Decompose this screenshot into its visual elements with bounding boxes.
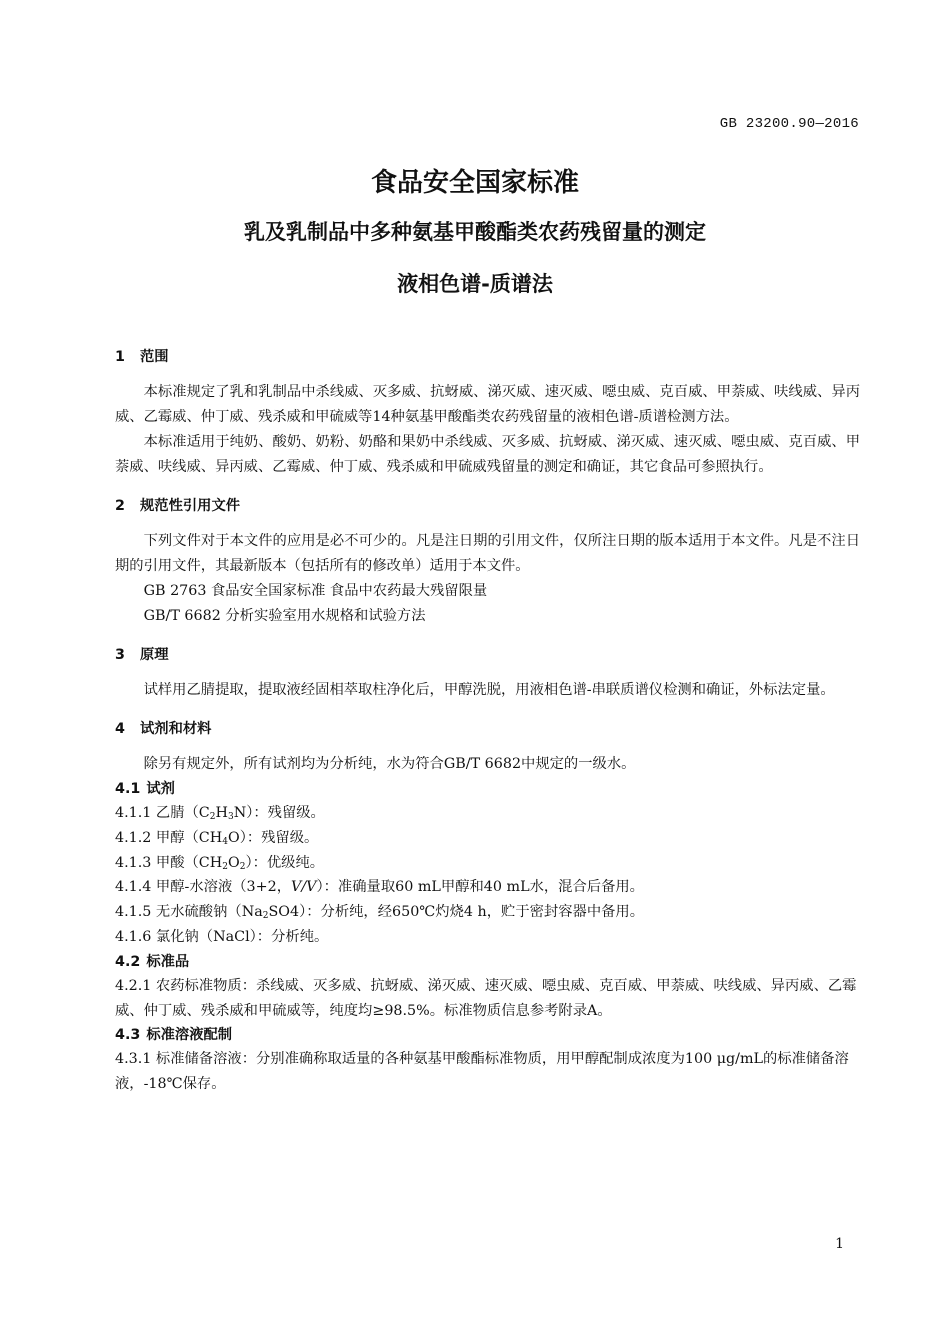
reagents-intro-paragraph: 除另有规定外，所有试剂均为分析纯，水为符合GB/T 6682中规定的一级水。 bbox=[143, 756, 636, 772]
standard-code: GB 23200.90—2016 bbox=[719, 116, 859, 132]
principle-paragraph: 试样用乙腈提取，提取液经固相萃取柱净化后，甲醇洗脱，用液相色谱-串联质谱仪检测和确证，外标法定量。 bbox=[143, 682, 835, 698]
reagent-item-methanol-water: 4.1.4 甲醇-水溶液（3+2，V/V）：准确量取60 mL甲醇和40 mL水，混合后备用。 bbox=[115, 879, 644, 896]
section-2-heading bbox=[115, 494, 860, 519]
section-3-heading bbox=[115, 643, 860, 668]
subsection-title: 标准品 bbox=[146, 953, 190, 970]
section-number: 4 bbox=[115, 721, 125, 737]
subsection-4-1-heading bbox=[115, 777, 860, 801]
subsection-title: 试剂 bbox=[146, 781, 175, 797]
subsection-number: 4.3 bbox=[115, 1027, 141, 1044]
reference-item-2: GB/T 6682 分析实验室用水规格和试验方法 bbox=[143, 608, 426, 624]
section-title: 试剂和材料 bbox=[140, 721, 212, 737]
page-number: 1 bbox=[835, 1236, 844, 1252]
section-number: 2 bbox=[115, 498, 125, 514]
reagent-item-acetonitrile: 4.1.1 乙腈$(C_2H_3N)$：残留级。 bbox=[115, 805, 325, 822]
document-body bbox=[115, 345, 860, 1097]
reagent-item-sodium-sulfate: 4.1.5 无水硫酸钠$(Na_2SO4)$：分析纯，经650℃灼烧4 h，贮于密封容器中备用。 bbox=[115, 904, 645, 922]
standard-solution-item: 4.3.1 标准储备溶液：分别准确称取适量的各种氨基甲酸酯标准物质，用甲醇配制成浓度为100 μg/mL的标准储备溶液，-18℃保存。 bbox=[115, 1051, 849, 1093]
subsection-4-2-heading bbox=[115, 950, 860, 974]
section-1-heading bbox=[115, 345, 860, 370]
section-title: 范围 bbox=[140, 349, 169, 365]
subsection-number: 4.1 bbox=[115, 781, 141, 797]
document-title: 食品安全国家标准 bbox=[370, 168, 579, 198]
reagent-item-formic-acid: 4.1.3 甲酸$(CH_2O_2)$：优级纯。 bbox=[115, 854, 325, 872]
section-title: 原理 bbox=[140, 647, 169, 663]
subsection-number: 4.2 bbox=[115, 953, 141, 970]
document-subtitle: 乳及乳制品中多种氨基甲酸酯类农药残留量的测定 bbox=[244, 220, 706, 244]
reagent-item-methanol: 4.1.2 甲醇$(CH_4O)$：残留级。 bbox=[115, 829, 319, 847]
subsection-title: 标准溶液配制 bbox=[146, 1027, 233, 1044]
reagent-item-sodium-chloride: 4.1.6 氯化钠（NaCl）：分析纯。 bbox=[115, 928, 329, 945]
subsection-4-3-heading bbox=[115, 1023, 860, 1047]
reference-item-1: GB 2763 食品安全国家标准 食品中农药最大残留限量 bbox=[143, 583, 488, 599]
section-number: 1 bbox=[115, 349, 125, 365]
document-method-title: 液相色谱-质谱法 bbox=[397, 272, 553, 296]
references-paragraph: 下列文件对于本文件的应用是必不可少的。凡是注日期的引用文件，仅所注日期的版本适用于本文件。凡是不注日期的引用文件，其最新版本（包括所有的修改单）适用于本文件。 bbox=[115, 533, 860, 574]
section-4-heading bbox=[115, 717, 860, 742]
standard-item-pesticides: 4.2.1 农药标准物质：杀线威、灭多威、抗蚜威、涕灭威、速灭威、噁虫威、克百威、甲萘威、呋线威、异丙威、乙霉威、仲丁威、残杀威和甲硫威等，纯度均≥98.5%。标准物质信息参考附录A。 bbox=[115, 977, 857, 1019]
scope-paragraph-2: 本标准适用于纯奶、酸奶、奶粉、奶酪和果奶中杀线威、灭多威、抗蚜威、涕灭威、速灭威、噁虫威、克百威、甲萘威、呋线威、异丙威、乙霉威、仲丁威、残杀威和甲硫威残留量的测定和确证，其它食品可参照执行。 bbox=[115, 434, 860, 475]
section-title: 规范性引用文件 bbox=[140, 498, 241, 514]
section-number: 3 bbox=[115, 647, 125, 663]
scope-paragraph-1: 本标准规定了乳和乳制品中杀线威、灭多威、抗蚜威、涕灭威、速灭威、噁虫威、克百威、甲萘威、呋线威、异丙威、乙霉威、仲丁威、残杀威和甲硫威等14种氨基甲酸酯类农药残留量的液相色谱-质谱检测方法。 bbox=[115, 384, 860, 425]
